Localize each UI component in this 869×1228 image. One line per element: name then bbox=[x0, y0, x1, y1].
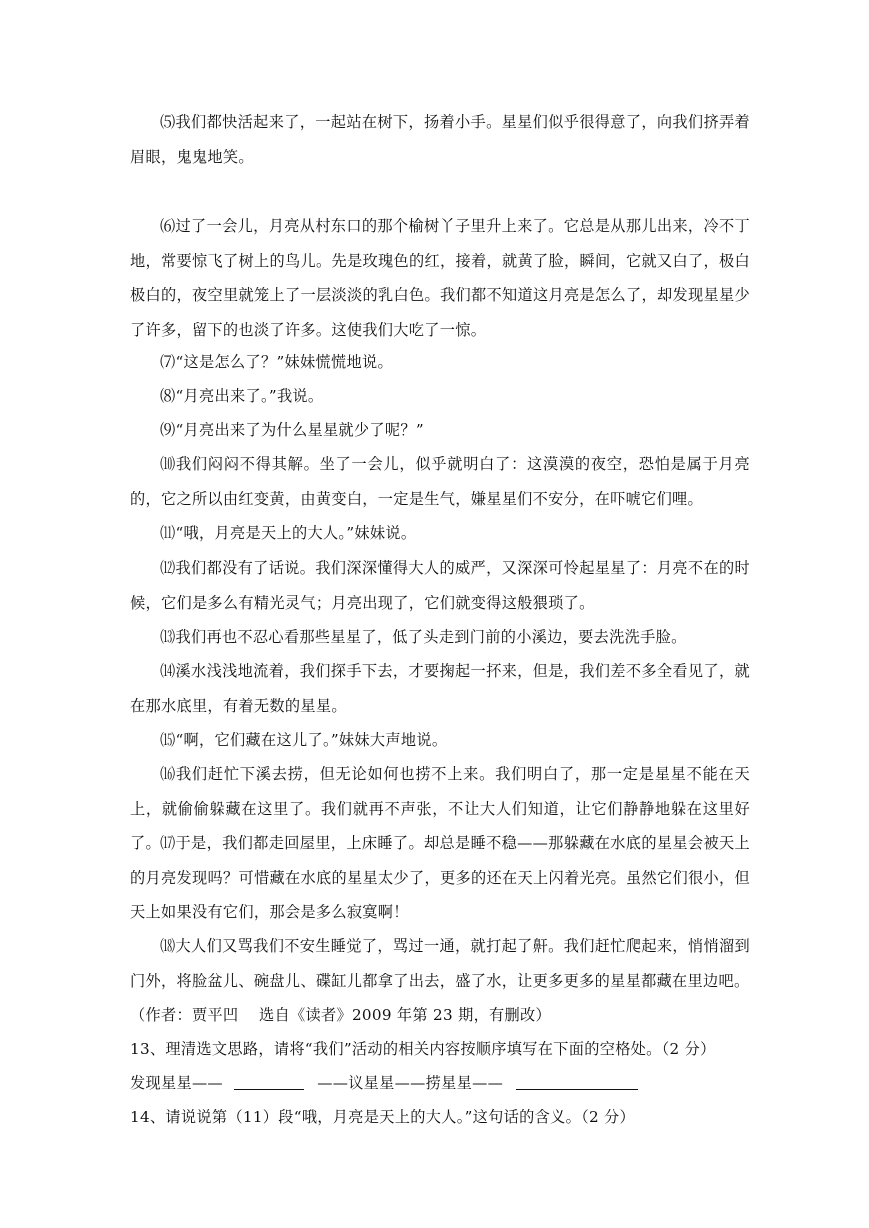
paragraph-6: ⑹过了一会儿，月亮从村东口的那个榆树丫子里升上来了。它总是从那儿出来，冷不丁地，常要惊飞了树上的鸟儿。先是玫瑰色的红，接着，就黄了脸，瞬间，它就又白了，极白极白的，夜空里就笼上了一层淡淡的乳白色。我们都不知道这月亮是怎么了，却发现星星少了许多，留下的也淡了许多。这使我们大吃了一惊。 bbox=[130, 217, 750, 339]
q13-blank-1[interactable] bbox=[234, 1073, 304, 1090]
paragraph-7: ⑺“这是怎么了？”妹妹慌慌地说。 bbox=[160, 353, 393, 371]
source-citation: （作者：贾平凹 选自《读者》2009 年第 23 期，有删改） bbox=[130, 1006, 552, 1024]
paragraph-18: ⒅大人们又骂我们不安生睡觉了，骂过一通，就打起了鼾。我们赶忙爬起来，悄悄溜到门外，将脸盆儿、碗盘儿、碟缸儿都拿了出去，盛了水，让更多更多的星星都藏在里边吧。 bbox=[130, 937, 750, 990]
paragraph-16: ⒃我们赶忙下溪去捞，但无论如何也捞不上来。我们明白了，那一定是星星不能在天上，就偷偷躲藏在这里了。我们就再不声张，不让大人们知道，让它们静静地躲在这里好了。 bbox=[130, 765, 750, 852]
paragraph-5: ⑸我们都快活起来了，一起站在树下，扬着小手。星星们似乎很得意了，向我们挤弄着眉眼，鬼鬼地笑。 bbox=[130, 113, 750, 166]
q13-blank-2[interactable] bbox=[516, 1073, 638, 1090]
question-14: 14、请说说第（11）段“哦，月亮是天上的大人。”这句话的含义。（2 分） bbox=[130, 1108, 636, 1126]
paragraph-10: ⑽我们闷闷不得其解。坐了一会儿，似乎就明白了：这漠漠的夜空，恐怕是属于月亮的，它之所以由红变黄，由黄变白，一定是生气，嫌星星们不安分，在吓唬它们哩。 bbox=[130, 455, 750, 508]
paragraph-15: ⒂“啊，它们藏在这儿了。”妹妹大声地说。 bbox=[160, 731, 448, 749]
question-13: 13、理清选文思路，请将“我们”活动的相关内容按顺序填写在下面的空格处。（2 分） bbox=[130, 1040, 716, 1058]
paragraph-17: ⒄于是，我们都走回屋里，上床睡了。却总是睡不稳——那躲藏在水底的星星会被天上的月亮发现吗？可惜藏在水底的星星太少了，更多的还在天上闪着光亮。虽然它们很小，但天上如果没有它们，那会是多么寂寞啊！ bbox=[130, 834, 750, 921]
paragraph-14: ⒁溪水浅浅地流着，我们探手下去，才要掬起一抔来，但是，我们差不多全看见了，就在那水底里，有着无数的星星。 bbox=[130, 662, 750, 715]
paragraph-11: ⑾“哦，月亮是天上的大人。”妹妹说。 bbox=[160, 524, 417, 542]
q13-part1: 发现星星—— bbox=[130, 1074, 223, 1092]
paragraph-13: ⒀我们再也不忍心看那些星星了，低了头走到门前的小溪边，要去洗洗手脸。 bbox=[160, 628, 687, 646]
q13-part2: ——议星星——捞星星—— bbox=[317, 1074, 504, 1092]
paragraph-9: ⑼“月亮出来了为什么星星就少了呢？” bbox=[160, 421, 424, 439]
paragraph-12: ⑿我们都没有了话说。我们深深懂得大人的威严，又深深可怜起星星了：月亮不在的时候，它们是多么有精光灵气；月亮出现了，它们就变得这般猥琐了。 bbox=[130, 559, 750, 612]
question-13-answer-line bbox=[130, 1066, 638, 1101]
paragraph-8: ⑻“月亮出来了。”我说。 bbox=[160, 387, 324, 405]
